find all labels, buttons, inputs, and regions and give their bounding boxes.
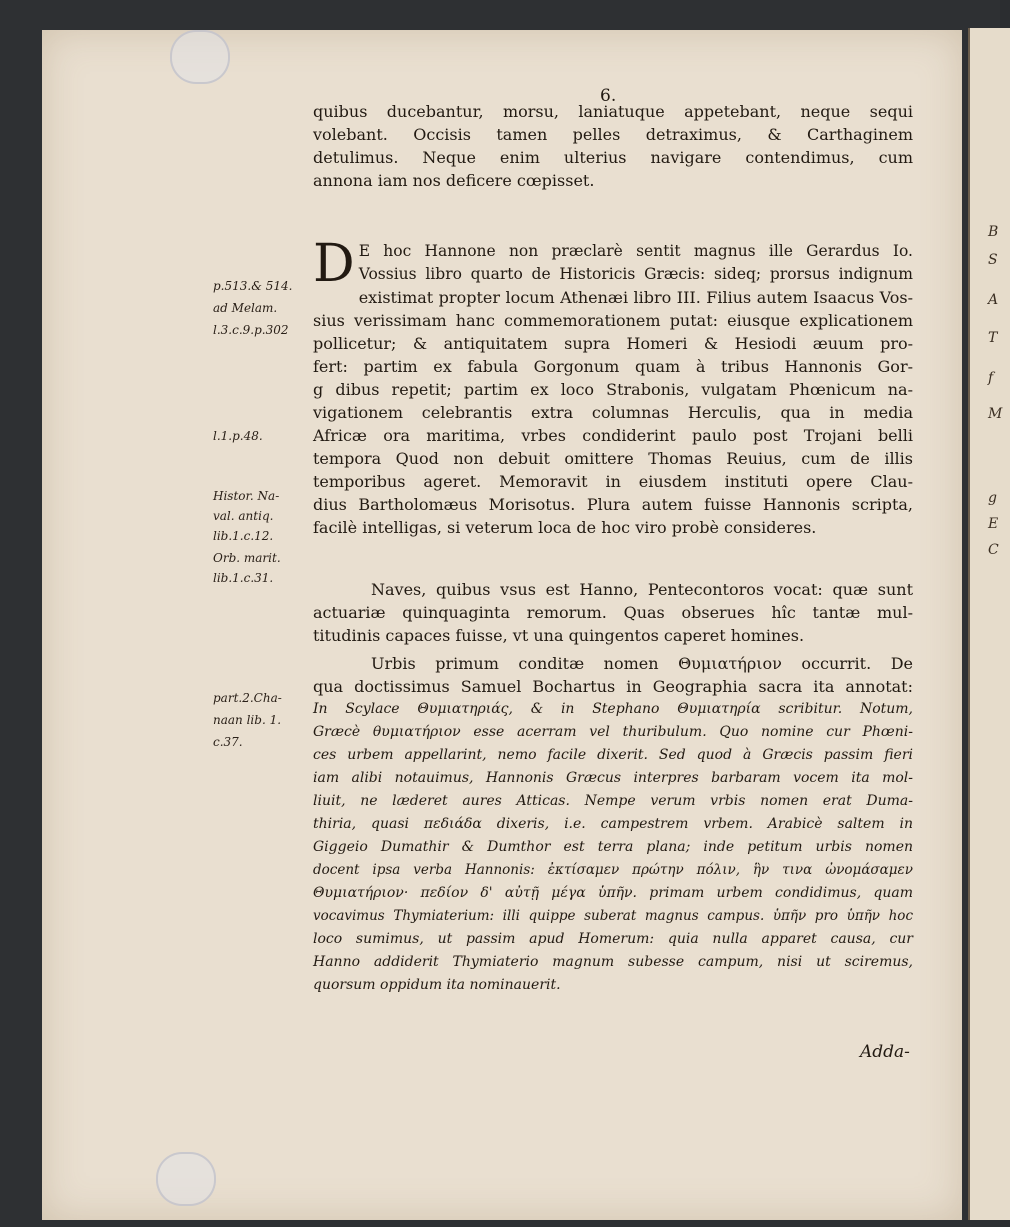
text-line: Θυμιατήριον· πεδίον δ' αὐτῇ μέγα ὑπῆν. primam urbem condidimus, quam (313, 885, 913, 901)
text-line: titudinis capaces fuisse, vt una quingentos caperet homines. (313, 626, 805, 645)
text-line: pollicetur; & antiquitatem supra Homeri & Hesiodi æuum pro- (313, 334, 913, 353)
margin-note: naan lib. 1. (213, 713, 282, 727)
text-line: dius Bartholomæus Morisotus. Plura autem fuisse Hannonis scripta, (313, 495, 913, 514)
text-line: detulimus. Neque enim ulterius navigare contendimus, cum (313, 148, 913, 167)
margin-note: Orb. marit. (213, 551, 281, 565)
text-line: Naves, quibus vsus est Hanno, Pentecontoros vocat: quæ sunt (371, 580, 913, 599)
text-line: actuariæ quinquaginta remorum. Quas obserues hîc tantæ mul- (313, 603, 913, 622)
text-line: Græcè θυμιατήριον esse acerram vel thuribulum. Quo nomine cur Phœni- (313, 724, 913, 740)
facing-page-fragment: M (988, 406, 1003, 422)
text-line: facilè intelligas, si veterum loca de hoc viro probè consideres. (313, 518, 817, 537)
margin-note: ad Melam. (213, 301, 278, 315)
text-line: Urbis primum conditæ nomen Θυμιατήριον occurrit. De (371, 654, 913, 673)
facing-page-fragment: T (988, 330, 998, 346)
facing-page-fragment: E (988, 516, 999, 532)
margin-note: l.1.p.48. (213, 429, 263, 443)
paragraph-naves (313, 578, 913, 647)
text-line: tempora Quod non debuit omittere Thomas Reuius, cum de illis (313, 449, 913, 468)
margin-note: lib.1.c.31. (213, 571, 274, 585)
text-line: qua doctissimus Samuel Bochartus in Geographia sacra ita annotat: (313, 677, 913, 696)
catchword: Adda- (860, 1042, 910, 1062)
text-line: annona iam nos deficere cœpisset. (313, 171, 595, 190)
margin-note: lib.1.c.12. (213, 529, 274, 543)
margin-note: val. antiq. (213, 509, 274, 523)
text-line: vigationem celebrantis extra columnas Herculis, qua in media (313, 403, 913, 422)
facing-page-fragment: C (988, 542, 999, 558)
margin-note: c.37. (213, 735, 243, 749)
text-line: liuit, ne læderet aures Atticas. Nempe verum vrbis nomen erat Duma- (313, 793, 913, 809)
margin-note: part.2.Cha- (213, 691, 282, 705)
facing-page-fragment: f (988, 370, 994, 386)
text-line: quorsum oppidum ita nominauerit. (313, 977, 561, 993)
text-line: E hoc Hannone non præclarè sentit magnus ille Gerardus Io. (358, 242, 913, 260)
drop-cap: D (313, 234, 355, 294)
text-line: sius verissimam hanc commemorationem putat: eiusque explicationem (313, 311, 913, 330)
facing-page-fragment: B (988, 224, 999, 240)
facing-page-fragment: A (988, 292, 999, 308)
text-line: temporibus ageret. Memoravit in eiusdem instituti opere Clau- (313, 472, 913, 491)
text-line: Vossius libro quarto de Historicis Græcis: sideq; prorsus indignum (358, 265, 913, 283)
text-line: loco sumimus, ut passim apud Homerum: quia nulla apparet causa, cur (313, 931, 913, 947)
text-line: ces urbem appellarint, nemo facile dixerit. Sed quod à Græcis passim fieri (313, 747, 913, 763)
text-line: Hanno addiderit Thymiaterio magnum subesse campum, nisi ut sciremus, (313, 954, 913, 970)
facing-page-edge (968, 28, 1010, 1220)
paragraph-continuation (313, 100, 913, 192)
facing-page-fragment: g (988, 490, 997, 506)
text-line: In Scylace Θυμιατηριάς, & in Stephano Θυμιατηρία scribitur. Notum, (313, 701, 913, 717)
text-line: Africæ ora maritima, vrbes condiderint paulo post Trojani belli (313, 426, 913, 445)
margin-note: Histor. Na- (213, 489, 280, 503)
text-line: thiria, quasi πεδιάδα dixeris, i.e. campestrem vrbem. Arabicè saltem in (313, 816, 913, 832)
page-number: 6. (600, 86, 617, 106)
text-line: volebant. Occisis tamen pelles detraximus, & Carthaginem (313, 125, 913, 144)
text-line: quibus ducebantur, morsu, laniatuque appetebant, neque sequi (313, 102, 913, 121)
text-line: Giggeio Dumathir & Dumthor est terra plana; inde petitum urbis nomen (313, 839, 913, 855)
text-line: iam alibi notauimus, Hannonis Græcus interpres barbaram vocem ita mol- (313, 770, 913, 786)
text-line: vocavimus Thymiaterium: illi quippe suberat magnus campus. ὑπῆν pro ὑπῆν hoc (313, 908, 913, 924)
text-line: fert: partim ex fabula Gorgonum quam à tribus Hannonis Gor- (313, 357, 913, 376)
margin-note: p.513.& 514. (213, 279, 293, 293)
page-clip-top (170, 30, 230, 84)
facing-page-fragment: S (988, 252, 998, 268)
text-line: g dibus repetit; partim ex loco Strabonis, vulgatam Phœnicum na- (313, 380, 913, 399)
margin-note: l.3.c.9.p.302 (213, 323, 289, 337)
text-line: existimat propter locum Athenæi libro III. Filius autem Isaacus Vos- (358, 288, 913, 307)
page-clip-bottom (156, 1152, 216, 1206)
paragraph-urbis (313, 652, 913, 997)
paragraph-hanno (313, 234, 913, 539)
text-line: docent ipsa verba Hannonis: ἐκτίσαμεν πρώτην πόλιν, ἣν τινα ὠνομάσαμεν (313, 862, 913, 878)
